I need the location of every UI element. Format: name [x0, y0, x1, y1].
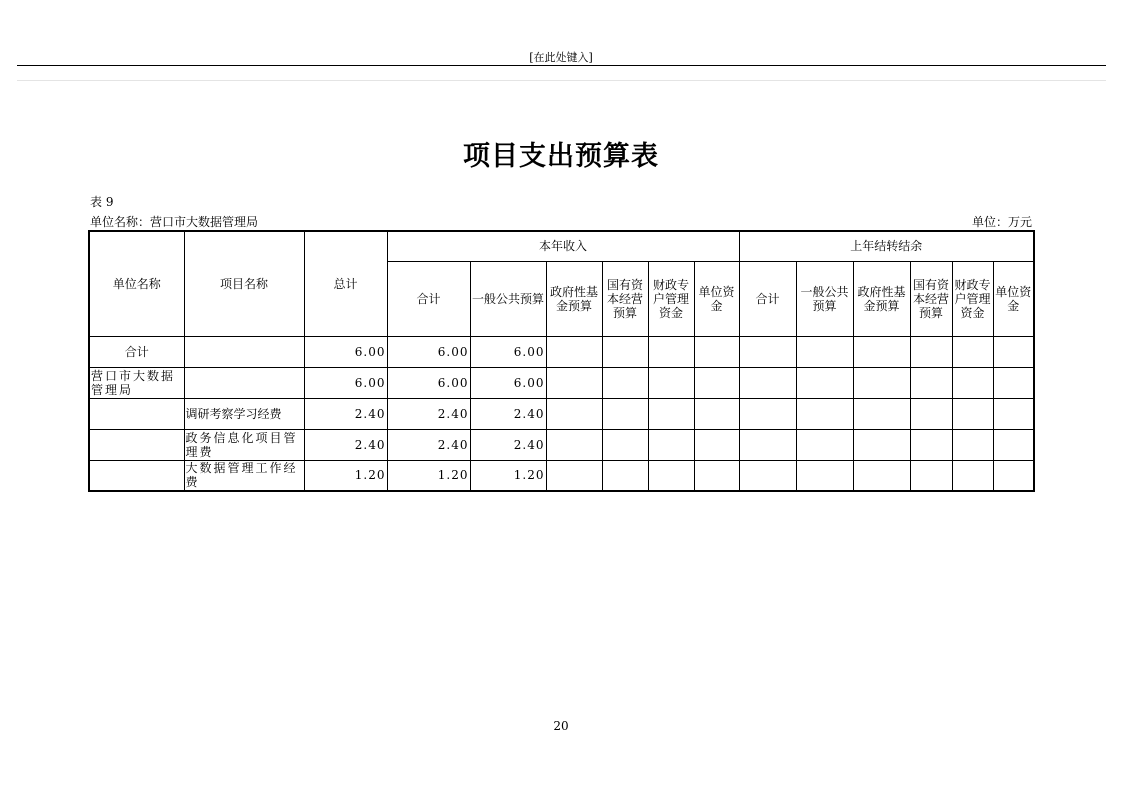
page-header-text: [在此处键入] — [529, 51, 593, 64]
empty-cell — [739, 367, 796, 398]
row-cy-total-cell: 2.40 — [387, 429, 470, 460]
row-cy-general-cell: 1.20 — [470, 460, 546, 491]
table-row — [89, 398, 1034, 429]
empty-cell — [796, 429, 853, 460]
empty-cell — [739, 460, 796, 491]
col-header-cy-total: 合计 — [387, 261, 470, 336]
row-cy-total-cell: 6.00 — [387, 367, 470, 398]
row-total-cell: 2.40 — [304, 398, 387, 429]
empty-cell — [739, 398, 796, 429]
empty-cell — [648, 460, 694, 491]
empty-cell — [602, 336, 648, 367]
empty-cell — [694, 460, 739, 491]
row-cy-general-cell: 2.40 — [470, 429, 546, 460]
empty-cell — [993, 429, 1034, 460]
col-header-cy-special-account: 财政专户管理资金 — [648, 261, 694, 336]
header-rule — [17, 65, 1106, 66]
empty-cell — [993, 460, 1034, 491]
row-total-cell: 1.20 — [304, 460, 387, 491]
row-cy-general-cell: 6.00 — [470, 367, 546, 398]
row-project-cell: 大数据管理工作经费 — [184, 460, 304, 491]
row-total-cell: 2.40 — [304, 429, 387, 460]
empty-cell — [648, 336, 694, 367]
empty-cell — [739, 429, 796, 460]
empty-cell — [796, 336, 853, 367]
row-unit-cell — [89, 429, 184, 460]
document-title: 项目支出预算表 — [463, 141, 659, 172]
row-unit-cell — [89, 460, 184, 491]
empty-cell — [952, 367, 993, 398]
empty-cell — [853, 460, 910, 491]
empty-cell — [910, 336, 952, 367]
row-unit-cell — [89, 398, 184, 429]
col-header-py-state-capital: 国有资本经营预算 — [910, 261, 952, 336]
page-number: 20 — [553, 719, 569, 733]
empty-cell — [546, 460, 602, 491]
empty-cell — [602, 367, 648, 398]
empty-cell — [853, 336, 910, 367]
empty-cell — [952, 336, 993, 367]
col-header-py-unit-funds: 单位资金 — [993, 261, 1034, 336]
row-project-cell: 调研考察学习经费 — [184, 398, 304, 429]
col-header-project-name: 项目名称 — [184, 231, 304, 336]
col-header-cy-state-capital: 国有资本经营预算 — [602, 261, 648, 336]
table-row — [89, 367, 1034, 398]
row-unit-cell: 合计 — [89, 336, 184, 367]
empty-cell — [602, 429, 648, 460]
table-row — [89, 336, 1034, 367]
empty-cell — [853, 367, 910, 398]
empty-cell — [796, 367, 853, 398]
empty-cell — [853, 398, 910, 429]
empty-cell — [796, 460, 853, 491]
row-cy-total-cell: 6.00 — [387, 336, 470, 367]
row-total-cell: 6.00 — [304, 336, 387, 367]
empty-cell — [602, 398, 648, 429]
empty-cell — [739, 336, 796, 367]
empty-cell — [910, 398, 952, 429]
empty-cell — [910, 429, 952, 460]
empty-cell — [952, 460, 993, 491]
col-header-py-special-account: 财政专户管理资金 — [952, 261, 993, 336]
row-project-cell: 政务信息化项目管理费 — [184, 429, 304, 460]
empty-cell — [910, 367, 952, 398]
empty-cell — [648, 367, 694, 398]
table-row — [89, 429, 1034, 460]
row-cy-total-cell: 1.20 — [387, 460, 470, 491]
col-group-current-year: 本年收入 — [387, 231, 739, 261]
col-header-py-general: 一般公共预算 — [796, 261, 853, 336]
empty-cell — [993, 336, 1034, 367]
empty-cell — [546, 336, 602, 367]
col-header-cy-general: 一般公共预算 — [470, 261, 546, 336]
empty-cell — [694, 367, 739, 398]
empty-cell — [694, 429, 739, 460]
currency-unit-caption: 单位：万元 — [971, 215, 1032, 229]
col-header-unit-name: 单位名称 — [89, 231, 184, 336]
empty-cell — [694, 336, 739, 367]
row-project-cell — [184, 367, 304, 398]
unit-name-caption: 单位名称：营口市大数据管理局 — [90, 215, 259, 229]
row-cy-general-cell: 6.00 — [470, 336, 546, 367]
empty-cell — [796, 398, 853, 429]
col-header-py-fund: 政府性基金预算 — [853, 261, 910, 336]
row-unit-cell: 营口市大数据管理局 — [89, 367, 184, 398]
col-header-py-total: 合计 — [739, 261, 796, 336]
empty-cell — [952, 429, 993, 460]
header-rule-faint — [17, 80, 1106, 81]
col-group-prior-year: 上年结转结余 — [739, 231, 1034, 261]
table-row — [89, 460, 1034, 491]
budget-table — [88, 230, 1035, 492]
empty-cell — [602, 460, 648, 491]
row-cy-general-cell: 2.40 — [470, 398, 546, 429]
empty-cell — [648, 429, 694, 460]
row-total-cell: 6.00 — [304, 367, 387, 398]
empty-cell — [952, 398, 993, 429]
row-project-cell — [184, 336, 304, 367]
col-header-cy-fund: 政府性基金预算 — [546, 261, 602, 336]
empty-cell — [546, 398, 602, 429]
empty-cell — [993, 367, 1034, 398]
empty-cell — [648, 398, 694, 429]
empty-cell — [910, 460, 952, 491]
row-cy-total-cell: 2.40 — [387, 398, 470, 429]
table-number: 表 9 — [90, 195, 114, 209]
empty-cell — [694, 398, 739, 429]
empty-cell — [546, 367, 602, 398]
col-header-cy-unit-funds: 单位资金 — [694, 261, 739, 336]
header-row-1 — [89, 231, 1034, 261]
col-header-total: 总计 — [304, 231, 387, 336]
empty-cell — [546, 429, 602, 460]
empty-cell — [993, 398, 1034, 429]
empty-cell — [853, 429, 910, 460]
